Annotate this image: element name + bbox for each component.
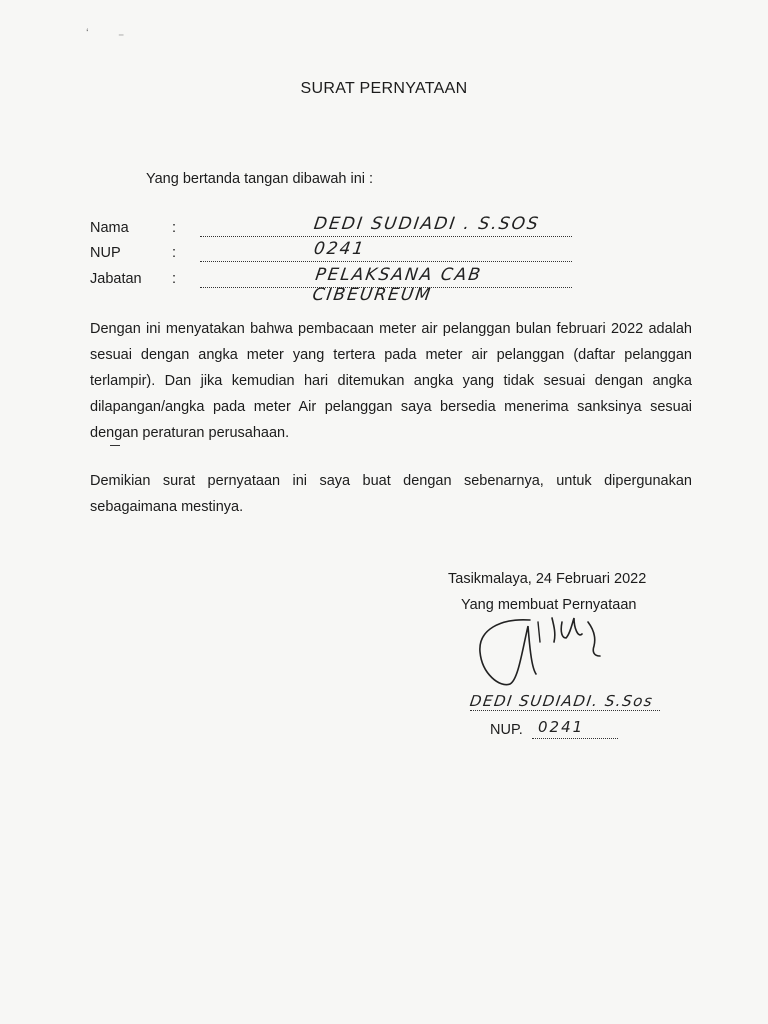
field-value-nup: 0241 — [312, 239, 367, 259]
scan-speck: ⁻ — [118, 30, 125, 44]
field-label-jabatan: Jabatan — [90, 271, 142, 287]
intro-text: Yang bertanda tangan dibawah ini : — [146, 171, 374, 187]
signature-icon — [470, 612, 630, 692]
field-value-nama: DEDI SUDIADI . S.SOS — [312, 214, 542, 234]
dotted-line — [200, 214, 572, 237]
scan-speck: ‘ — [86, 26, 89, 40]
field-label-nup: NUP — [90, 245, 121, 261]
nup-label: NUP. — [490, 722, 523, 738]
dotted-line — [200, 265, 572, 305]
field-colon: : — [172, 245, 177, 261]
signer-name: DEDI SUDIADI. S.Sos — [468, 692, 655, 710]
nup-value: 0241 — [538, 718, 585, 736]
field-row-nup — [90, 239, 590, 267]
stray-mark — [110, 445, 120, 446]
field-colon: : — [172, 220, 177, 236]
field-row-jabatan — [90, 265, 590, 305]
nup-dotted-line — [532, 718, 618, 739]
closing-paragraph: Demikian surat pernyataan ini saya buat dengan sebenarnya, untuk dipergunakan sebagaimana mestinya. — [90, 473, 692, 515]
field-label-nama: Nama — [90, 220, 129, 236]
dotted-line — [200, 239, 572, 262]
place-date: Tasikmalaya, 24 Februari 2022 — [448, 571, 647, 587]
statement-paragraph: Dengan ini menyatakan bahwa pembacaan meter air pelanggan bulan februari 2022 adalah sesuai dengan angka meter yang tertera pada meter air pelanggan (daftar pelanggan terlampir). Dan jika kemudian hari ditemukan angka yang tidak sesuai dengan angka dilapangan/angka pada meter Air pelanggan saya bersedia menerima sanksinya sesuai dengan peraturan perusahaan. — [90, 321, 692, 441]
field-colon: : — [172, 271, 177, 287]
document-title: SURAT PERNYATAAN — [300, 80, 468, 97]
field-value-jabatan: PELAKSANA CAB CIBEUREUM — [311, 265, 484, 305]
maker-label: Yang membuat Pernyataan — [461, 597, 637, 613]
signer-line — [470, 692, 660, 711]
